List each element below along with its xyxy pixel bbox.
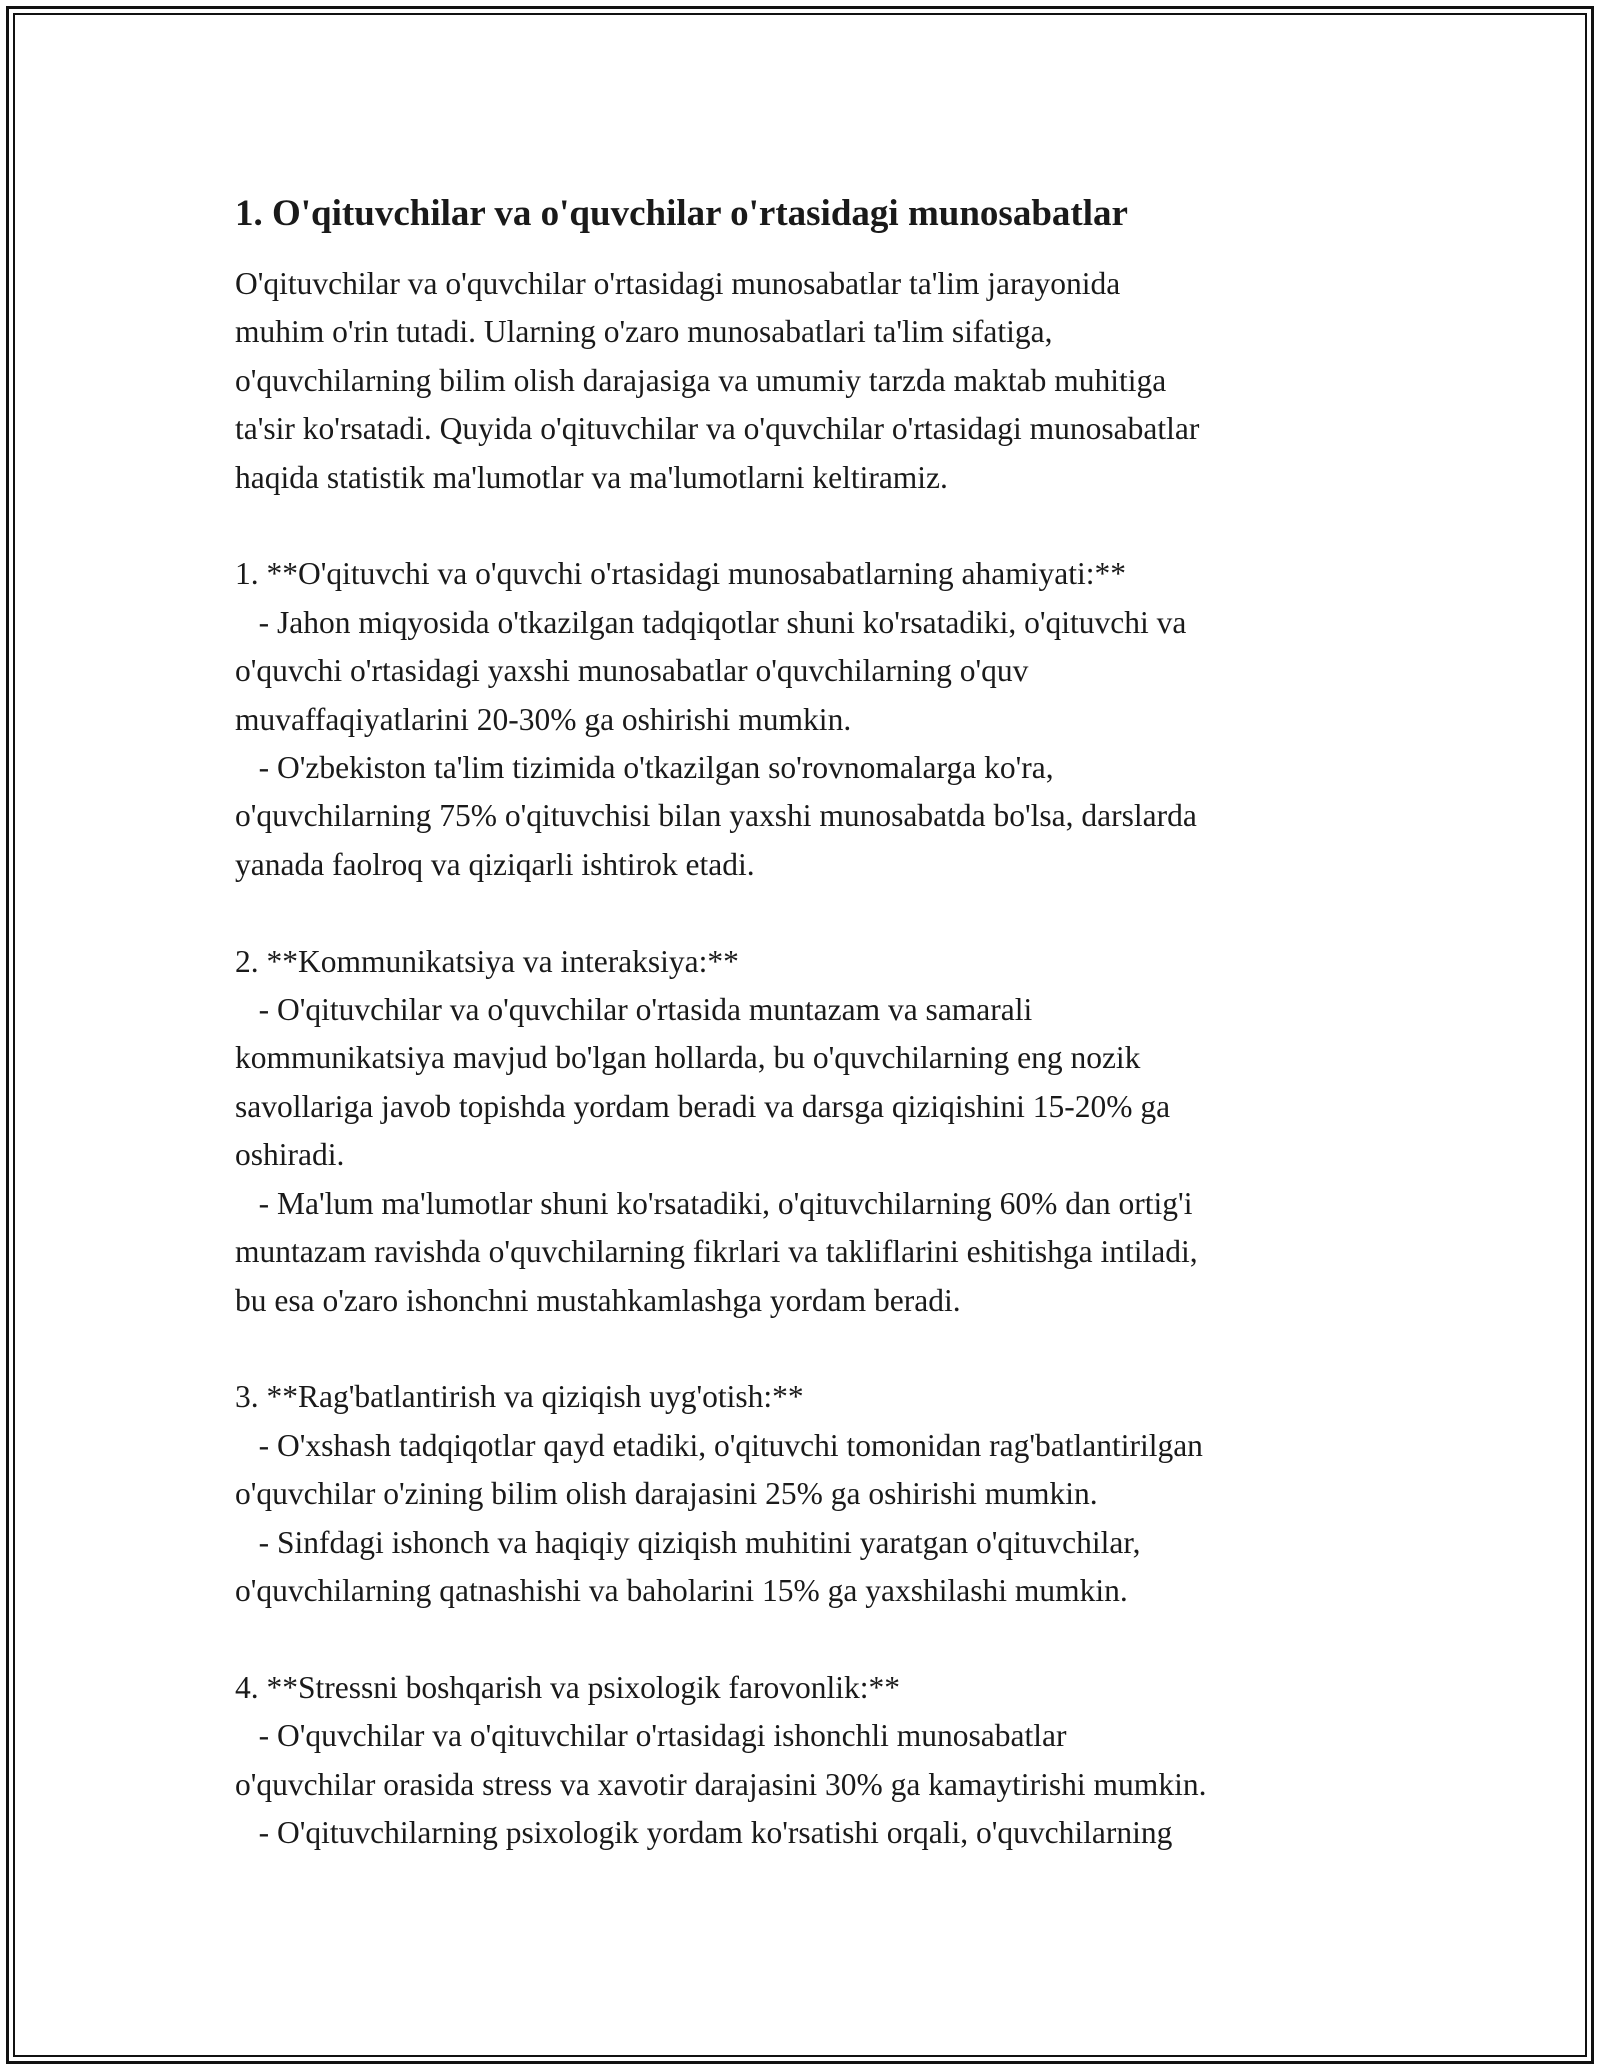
document-body xyxy=(235,260,1375,1857)
section-line: savollariga javob topishda yordam beradi va darsga qiziqishini 15-20% ga xyxy=(235,1088,1171,1124)
intro-paragraph xyxy=(235,260,1375,502)
section-line: - O'qituvchilar va o'quvchilar o'rtasida muntazam va samarali xyxy=(235,992,1033,1028)
section-line: o'quvchilarning 75% o'qituvchisi bilan yaxshi munosabatda bo'lsa, darslarda xyxy=(235,798,1197,834)
intro-line: muhim o'rin tutadi. Ularning o'zaro munosabatlari ta'lim sifatiga, xyxy=(235,314,1053,350)
section-2 xyxy=(235,938,1375,1325)
section-heading: 2. **Kommunikatsiya va interaksiya:** xyxy=(235,943,739,979)
section-3 xyxy=(235,1373,1375,1615)
section-heading: 3. **Rag'batlantirish va qiziqish uyg'otish:** xyxy=(235,1379,804,1415)
section-line: - Ma'lum ma'lumotlar shuni ko'rsatadiki, o'qituvchilarning 60% dan ortig'i xyxy=(235,1185,1193,1221)
section-line: bu esa o'zaro ishonchni mustahkamlashga yordam beradi. xyxy=(235,1282,961,1318)
section-line: o'quvchilar orasida stress va xavotir darajasini 30% ga kamaytirishi mumkin. xyxy=(235,1766,1207,1802)
document-title: 1. O'qituvchilar va o'quvchilar o'rtasidagi munosabatlar xyxy=(235,193,1128,234)
section-line: muvaffaqiyatlarini 20-30% ga oshirishi mumkin. xyxy=(235,701,852,737)
section-line: muntazam ravishda o'quvchilarning fikrlari va takliflarini eshitishga intiladi, xyxy=(235,1234,1198,1270)
section-line: - O'xshash tadqiqotlar qayd etadiki, o'qituvchi tomonidan rag'batlantirilgan xyxy=(235,1427,1203,1463)
section-line: yanada faolroq va qiziqarli ishtirok etadi. xyxy=(235,846,755,882)
section-line: - O'quvchilar va o'qituvchilar o'rtasidagi ishonchli munosabatlar xyxy=(235,1718,1067,1754)
section-line: - Sinfdagi ishonch va haqiqiy qiziqish muhitini yaratgan o'qituvchilar, xyxy=(235,1524,1141,1560)
section-heading: 4. **Stressni boshqarish va psixologik farovonlik:** xyxy=(235,1669,900,1705)
section-4 xyxy=(235,1664,1375,1858)
section-heading: 1. **O'qituvchi va o'quvchi o'rtasidagi munosabatlarning ahamiyati:** xyxy=(235,556,1126,592)
section-line: kommunikatsiya mavjud bo'lgan hollarda, bu o'quvchilarning eng nozik xyxy=(235,1040,1141,1076)
section-line: - O'qituvchilarning psixologik yordam ko'rsatishi orqali, o'quvchilarning xyxy=(235,1814,1173,1850)
intro-line: o'quvchilarning bilim olish darajasiga va umumiy tarzda maktab muhitiga xyxy=(235,362,1167,398)
section-line: - Jahon miqyosida o'tkazilgan tadqiqotlar shuni ko'rsatadiki, o'qituvchi va xyxy=(235,604,1187,640)
section-line: o'quvchilarning qatnashishi va baholarini 15% ga yaxshilashi mumkin. xyxy=(235,1572,1128,1608)
section-line: o'quvchi o'rtasidagi yaxshi munosabatlar o'quvchilarning o'quv xyxy=(235,653,1029,689)
section-1 xyxy=(235,550,1375,889)
intro-line: ta'sir ko'rsatadi. Quyida o'qituvchilar va o'quvchilar o'rtasidagi munosabatlar xyxy=(235,411,1200,447)
document-content xyxy=(235,190,1375,1906)
intro-line: O'qituvchilar va o'quvchilar o'rtasidagi munosabatlar ta'lim jarayonida xyxy=(235,266,1121,301)
intro-line: haqida statistik ma'lumotlar va ma'lumotlarni keltiramiz. xyxy=(235,459,948,495)
section-line: o'quvchilar o'zining bilim olish darajasini 25% ga oshirishi mumkin. xyxy=(235,1476,1098,1512)
section-line: oshiradi. xyxy=(235,1137,345,1173)
section-line: - O'zbekiston ta'lim tizimida o'tkazilgan so'rovnomalarga ko'ra, xyxy=(235,750,1054,786)
